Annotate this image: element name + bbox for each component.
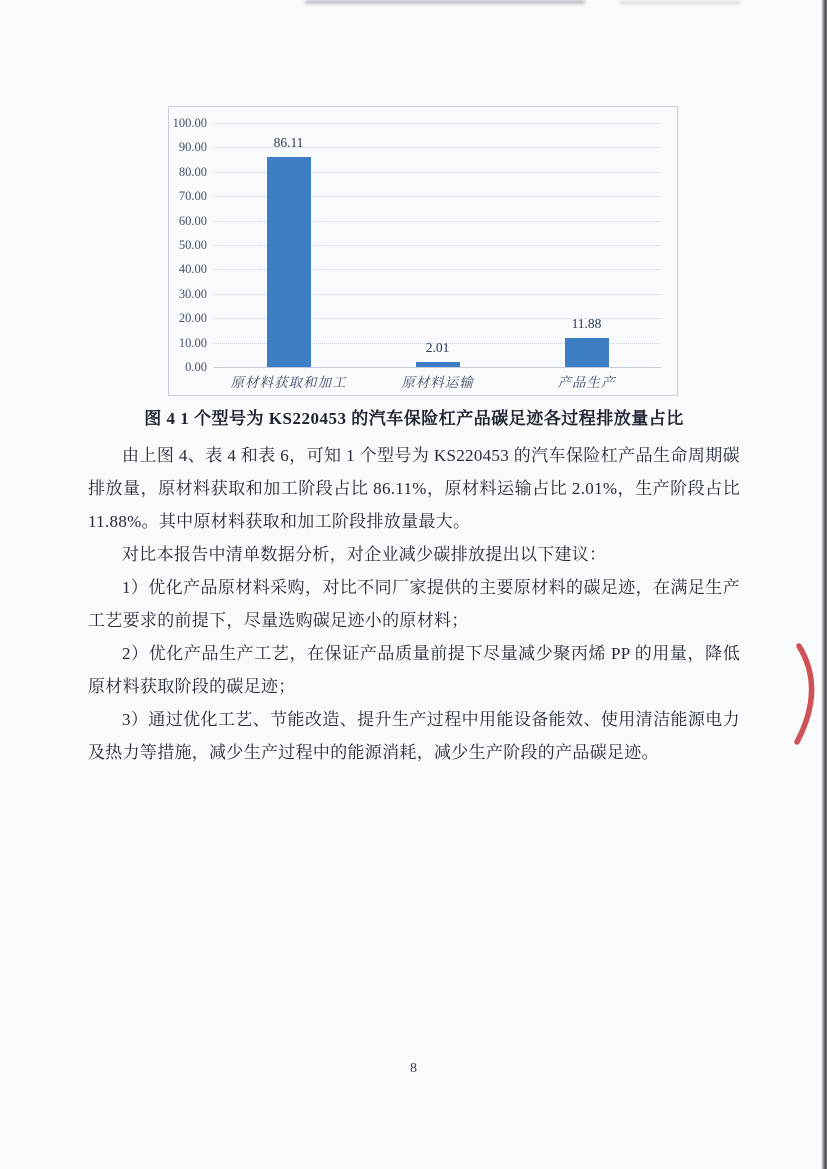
scan-smudge-top-2 [620,1,740,4]
paragraph-suggestion-intro: 对比本报告中清单数据分析，对企业减少碳排放提出以下建议： [122,545,607,564]
gridline [214,367,661,368]
y-tick-label: 40.00 [178,262,207,277]
bar-value-label: 86.11 [273,134,304,150]
x-axis-label: 产品生产 [557,375,616,390]
y-tick-label: 10.00 [178,335,207,350]
body-text [88,439,740,769]
y-tick-label: 80.00 [178,164,207,179]
y-tick-label: 50.00 [178,238,207,252]
y-tick-label: 20.00 [178,311,207,326]
bar [267,157,311,367]
paragraph-suggestion-1: 1）优化产品原材料采购，对比不同厂家提供的主要原材料的碳足迹，在满足生产工艺要求的前提下，尽量选购碳足迹小的原材料； [88,578,740,630]
y-tick-label: 90.00 [178,140,207,155]
scan-edge-right [821,0,827,1169]
bar-chart [168,106,678,396]
paragraph-suggestion-3: 3）通过优化工艺、节能改造、提升生产过程中用能设备能效、使用清洁能源电力及热力等措施，减少生产过程中的能源消耗，减少生产阶段的产品碳足迹。 [88,710,740,762]
bar-value-label: 2.01 [425,340,450,356]
red-pen-mark [792,642,824,748]
bar [416,362,460,367]
y-tick-label: 0.00 [185,360,207,374]
scan-smudge-top [305,0,585,4]
y-tick-label: 100.00 [172,116,207,130]
y-tick-label: 60.00 [178,213,207,228]
plot-area [214,123,661,390]
figure-caption: 图 4 1 个型号为 KS220453 的汽车保险杠产品碳足迹各过程排放量占比 [144,409,684,428]
x-axis-label: 原材料运输 [401,375,474,390]
paragraph-summary: 由上图 4、表 4 和表 6，可知 1 个型号为 KS220453 的汽车保险杠产品生命周期碳排放量，原材料获取和加工阶段占比 86.11%，原材料运输占比 2.01%，生产阶段占比 11.88%。其中原材料获取和加工阶段排放量最大。 [88,446,740,531]
bar-value-label: 11.88 [571,316,602,331]
page-number: 8 [410,1061,417,1076]
paragraph-suggestion-2: 2）优化产品生产工艺，在保证产品质量前提下尽量减少聚丙烯 PP 的用量，降低原材料获取阶段的碳足迹； [88,644,740,696]
y-tick-label: 30.00 [178,286,207,301]
gridline [214,123,661,124]
y-tick-label: 70.00 [178,189,207,204]
x-axis-label: 原材料获取和加工 [230,375,347,390]
bar [565,338,609,367]
